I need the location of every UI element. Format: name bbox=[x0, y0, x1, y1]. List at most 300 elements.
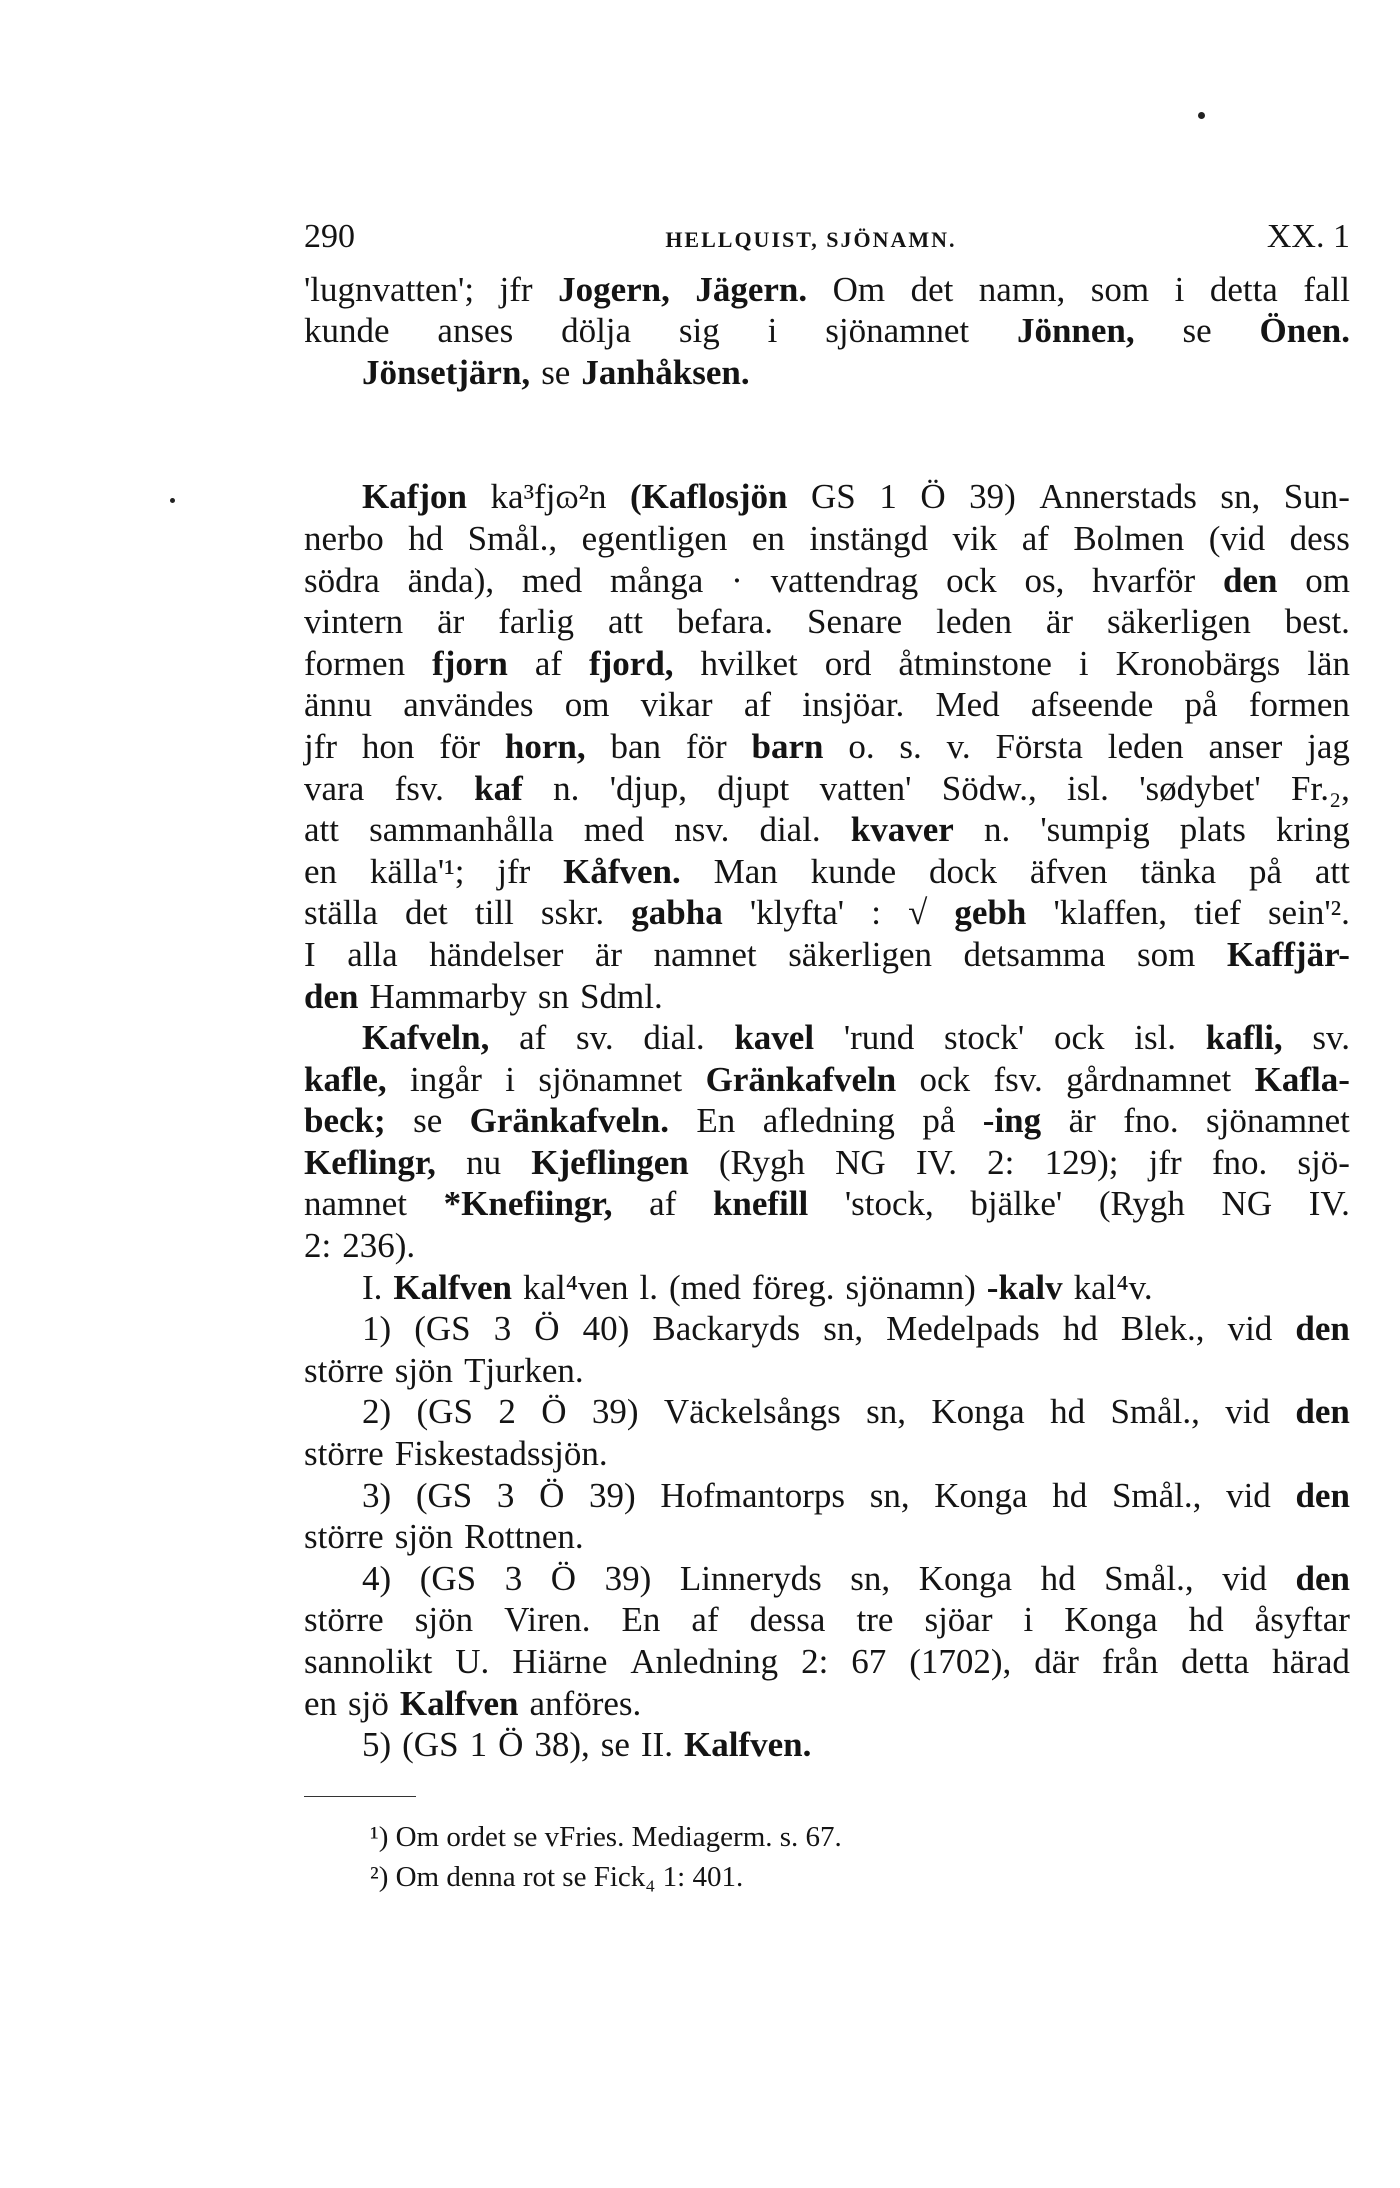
word: gabha bbox=[631, 893, 723, 933]
word: större bbox=[304, 1517, 384, 1557]
word: Medelpads bbox=[886, 1309, 1040, 1349]
word: befara. bbox=[676, 602, 774, 642]
word: (GS bbox=[419, 1558, 477, 1598]
word: Kjeflingen bbox=[531, 1142, 689, 1182]
word: Sun- bbox=[1283, 477, 1350, 517]
word: i bbox=[1078, 643, 1089, 683]
word: Ö bbox=[534, 1309, 560, 1349]
word: l. bbox=[639, 1267, 658, 1307]
word: (1702), bbox=[909, 1642, 1012, 1681]
word: namnet bbox=[653, 934, 757, 974]
word: (Rygh bbox=[1098, 1184, 1185, 1224]
word: insjöar. bbox=[802, 685, 905, 725]
word: n. bbox=[983, 810, 1011, 850]
word: 'sødybet' bbox=[1139, 768, 1261, 808]
word: större bbox=[304, 1350, 384, 1390]
word: 3 bbox=[496, 1475, 515, 1515]
word: den bbox=[1295, 1392, 1350, 1432]
word: en bbox=[751, 518, 785, 558]
word: Smål., bbox=[1110, 1392, 1200, 1432]
word: Fiskestadssjön. bbox=[394, 1434, 608, 1474]
text-line bbox=[304, 1724, 1350, 1766]
word: Linneryds bbox=[679, 1558, 822, 1598]
word: af bbox=[743, 685, 772, 725]
word: stock' bbox=[944, 1018, 1025, 1058]
word: Konga bbox=[931, 1392, 1025, 1432]
word: sn, bbox=[850, 1558, 891, 1598]
word: 40) bbox=[582, 1309, 630, 1349]
word: Med bbox=[935, 685, 1000, 725]
word: fsv. bbox=[993, 1059, 1043, 1099]
word: ända), bbox=[407, 560, 495, 600]
text-line bbox=[304, 518, 1350, 560]
word: fno. bbox=[1211, 1142, 1268, 1182]
word: hd bbox=[1040, 1558, 1076, 1598]
word: Hiärne bbox=[512, 1642, 608, 1681]
word: Jogern, bbox=[558, 269, 670, 309]
word: (Rygh bbox=[718, 1142, 805, 1182]
word: om bbox=[1305, 560, 1350, 600]
word: kafli, bbox=[1205, 1018, 1283, 1058]
word: åsyftar bbox=[1254, 1600, 1350, 1640]
word: anses bbox=[437, 311, 514, 351]
word: att bbox=[607, 602, 643, 642]
word: En bbox=[696, 1101, 736, 1141]
word: 39) bbox=[589, 1475, 636, 1515]
word: sjö bbox=[348, 1683, 389, 1723]
word: i bbox=[1174, 269, 1185, 309]
word: Kafla- bbox=[1254, 1059, 1350, 1099]
word: knefill bbox=[712, 1184, 809, 1224]
word: sannolikt bbox=[304, 1642, 433, 1681]
word: En bbox=[621, 1600, 661, 1640]
text-line bbox=[304, 976, 1350, 1018]
word: 2: bbox=[987, 1142, 1015, 1182]
word: sjönamnet bbox=[1206, 1101, 1350, 1141]
word: vid bbox=[1225, 1392, 1271, 1432]
word: från bbox=[1101, 1642, 1159, 1681]
word: Kafjon bbox=[362, 477, 467, 517]
word: fall bbox=[1303, 269, 1350, 309]
word: Jägern. bbox=[695, 269, 808, 309]
word: sjönamnet bbox=[825, 311, 970, 351]
section-number: XX. 1 bbox=[1266, 218, 1350, 255]
word: Önen. bbox=[1259, 311, 1350, 351]
word: detsamma bbox=[963, 934, 1106, 974]
word: Kåfven. bbox=[563, 851, 681, 891]
word: sv. bbox=[1312, 1018, 1350, 1058]
word: formen bbox=[304, 643, 406, 683]
word: farlig bbox=[498, 602, 575, 642]
word: 1 bbox=[879, 477, 897, 517]
word: kal⁴v. bbox=[1073, 1267, 1153, 1307]
word: dial. bbox=[759, 810, 821, 850]
word: (Kaflosjön bbox=[630, 477, 788, 517]
word: -kalv bbox=[986, 1267, 1063, 1307]
word: Konga bbox=[918, 1558, 1013, 1598]
text-line bbox=[304, 1683, 1350, 1725]
word: sskr. bbox=[540, 893, 605, 933]
word: 2: bbox=[801, 1642, 829, 1681]
word: sn, bbox=[869, 1475, 910, 1515]
word: ka³fjɷ²n bbox=[490, 477, 607, 517]
word: kunde bbox=[810, 851, 897, 891]
word: kvaver bbox=[850, 810, 954, 850]
word: Hammarby bbox=[369, 976, 527, 1016]
word: i bbox=[1023, 1600, 1034, 1640]
word: 2 bbox=[498, 1392, 516, 1432]
word: att bbox=[304, 810, 339, 850]
word: 1 bbox=[469, 1725, 488, 1765]
word: jfr bbox=[1148, 1142, 1182, 1182]
word: Bolmen bbox=[1073, 518, 1185, 558]
word: 4) bbox=[362, 1558, 392, 1598]
scan-speck bbox=[170, 498, 175, 503]
word: dess bbox=[1289, 518, 1350, 558]
word: 39) bbox=[591, 1392, 639, 1432]
word: det bbox=[405, 893, 448, 933]
word: dessa bbox=[749, 1600, 826, 1640]
word: hvarför bbox=[1092, 560, 1196, 600]
text-line bbox=[304, 1183, 1350, 1225]
word: I. bbox=[362, 1267, 383, 1307]
word: leden bbox=[1107, 726, 1184, 766]
word: barn bbox=[751, 726, 824, 766]
word: beck; bbox=[304, 1101, 386, 1141]
word: detta bbox=[1181, 1642, 1250, 1681]
word: 'rund bbox=[843, 1018, 915, 1058]
word: vattendrag bbox=[770, 560, 919, 600]
word: kaf bbox=[474, 768, 523, 808]
word: ock bbox=[919, 1059, 971, 1099]
word: (GS bbox=[414, 1309, 471, 1349]
word: (GS bbox=[402, 1725, 459, 1765]
word: namnet bbox=[304, 1184, 408, 1224]
word: leden bbox=[936, 602, 1012, 642]
word: som bbox=[1090, 269, 1150, 309]
word: på bbox=[1184, 685, 1218, 725]
footnote: ¹) Om ordet se vFries. Mediagerm. s. 67. bbox=[370, 1820, 842, 1853]
word: jfr bbox=[304, 726, 338, 766]
word: 2: bbox=[304, 1226, 332, 1266]
word: sjöar bbox=[924, 1600, 993, 1640]
word: v. bbox=[946, 726, 971, 766]
word: Ö bbox=[541, 1392, 567, 1432]
word: Fr.₂, bbox=[1291, 768, 1350, 808]
word: på bbox=[1249, 851, 1283, 891]
word: Backaryds bbox=[652, 1309, 801, 1349]
word: sn bbox=[537, 976, 570, 1016]
word: af bbox=[519, 1018, 547, 1058]
word: den bbox=[304, 976, 359, 1016]
word: större bbox=[304, 1600, 384, 1640]
text-line bbox=[304, 684, 1350, 726]
word: anföres. bbox=[529, 1683, 642, 1723]
word: Ö bbox=[498, 1725, 524, 1765]
word: med bbox=[583, 810, 645, 850]
word: tief bbox=[1194, 893, 1241, 933]
word: fno. bbox=[1123, 1101, 1179, 1141]
word: vatten' bbox=[819, 768, 912, 808]
word: en bbox=[304, 851, 338, 891]
word: · bbox=[731, 560, 743, 600]
word: Jönnen, bbox=[1016, 311, 1135, 351]
word: (med bbox=[669, 1267, 741, 1307]
word: √ bbox=[908, 893, 928, 933]
word: Kalfven bbox=[399, 1683, 519, 1723]
text-line bbox=[304, 1308, 1350, 1350]
word: Jönsetjärn, bbox=[362, 352, 531, 392]
word: den bbox=[1295, 1475, 1350, 1515]
word: sn, bbox=[866, 1392, 907, 1432]
word: -ing bbox=[982, 1101, 1042, 1141]
word: Gränkafveln bbox=[705, 1059, 897, 1099]
word: sammanhålla bbox=[369, 810, 554, 850]
word: egentligen bbox=[581, 518, 728, 558]
word: II. bbox=[640, 1725, 673, 1765]
footnote: ²) Om denna rot se Fick₄ 1: 401. bbox=[370, 1860, 744, 1893]
footnotes bbox=[304, 1817, 1350, 1897]
word: formen bbox=[1248, 685, 1350, 725]
word: kafle, bbox=[304, 1059, 387, 1099]
word: är bbox=[594, 934, 623, 974]
word: den bbox=[1295, 1558, 1350, 1598]
word: Kalfven bbox=[393, 1267, 513, 1307]
word: fjorn bbox=[432, 643, 508, 683]
word: Ö bbox=[550, 1558, 577, 1598]
word: Man bbox=[713, 851, 778, 891]
footnote-rule bbox=[304, 1796, 416, 1797]
text-line bbox=[304, 1100, 1350, 1142]
word: föreg. bbox=[751, 1267, 835, 1307]
word: 'lugnvatten'; bbox=[304, 269, 475, 309]
scan-speck bbox=[1198, 112, 1205, 119]
text-line bbox=[304, 851, 1350, 893]
word: Rottnen. bbox=[464, 1517, 584, 1557]
word: Gränkafveln. bbox=[469, 1101, 669, 1141]
word: vid bbox=[1222, 1558, 1267, 1598]
word: sjön bbox=[394, 1517, 454, 1557]
document-page bbox=[304, 216, 1350, 1897]
word: användes bbox=[403, 685, 534, 725]
word: är bbox=[1045, 602, 1074, 642]
dictionary-entry bbox=[304, 269, 1350, 394]
word: anser bbox=[1208, 726, 1283, 766]
word: isl. bbox=[1067, 768, 1109, 808]
word: hvilket bbox=[700, 643, 798, 683]
word: best. bbox=[1284, 602, 1350, 642]
word: Keflingr, bbox=[304, 1142, 436, 1182]
text-line bbox=[304, 1059, 1350, 1101]
word: tänka bbox=[1140, 851, 1217, 891]
paragraph-spacer bbox=[304, 393, 1350, 476]
word: till bbox=[474, 893, 514, 933]
text-line bbox=[304, 601, 1350, 643]
word: ock bbox=[1053, 1018, 1105, 1058]
text-line bbox=[304, 643, 1350, 685]
word: 3 bbox=[504, 1558, 523, 1598]
word: det bbox=[910, 269, 954, 309]
word: där bbox=[1034, 1642, 1079, 1681]
word: Kafveln, bbox=[362, 1018, 490, 1058]
word: hd bbox=[1052, 1475, 1088, 1515]
word: hd bbox=[408, 518, 444, 558]
word: s. bbox=[899, 726, 922, 766]
word: den bbox=[1222, 560, 1278, 600]
word: att bbox=[1314, 851, 1350, 891]
word: Kronobärgs bbox=[1115, 643, 1281, 683]
word: Väckelsångs bbox=[663, 1392, 841, 1432]
text-line bbox=[304, 1641, 1350, 1683]
word: 'djup, bbox=[609, 768, 687, 808]
text-line bbox=[304, 1142, 1350, 1184]
text-line bbox=[304, 1267, 1350, 1309]
word: Om bbox=[832, 269, 886, 309]
word: GS bbox=[811, 477, 856, 517]
dictionary-entry bbox=[304, 1017, 1350, 1267]
word: Smål., bbox=[467, 518, 558, 558]
word: 39) bbox=[604, 1558, 652, 1598]
word: säkerligen bbox=[1107, 602, 1251, 642]
word: tre bbox=[856, 1600, 894, 1640]
page-header bbox=[304, 216, 1350, 261]
text-line bbox=[304, 269, 1350, 311]
word: afseende bbox=[1030, 685, 1154, 725]
word: af bbox=[691, 1600, 719, 1640]
word: 3 bbox=[493, 1309, 512, 1349]
word: sjönamnet bbox=[538, 1059, 683, 1099]
word: hd bbox=[1050, 1392, 1086, 1432]
word: i bbox=[767, 311, 778, 351]
word: Första bbox=[995, 726, 1083, 766]
word: är bbox=[1068, 1101, 1096, 1141]
word: vid bbox=[1226, 1475, 1271, 1515]
text-line bbox=[304, 352, 1350, 394]
word: gårdnamnet bbox=[1066, 1059, 1232, 1099]
word: horn, bbox=[504, 726, 586, 766]
body-text bbox=[304, 269, 1350, 1766]
word: Tjurken. bbox=[464, 1350, 584, 1390]
word: jag bbox=[1307, 726, 1350, 766]
word: källa'¹; bbox=[369, 851, 465, 891]
text-line bbox=[304, 809, 1350, 851]
text-line bbox=[304, 1558, 1350, 1600]
word: södra bbox=[304, 560, 380, 600]
word: jfr bbox=[499, 269, 533, 309]
word: 38), bbox=[534, 1725, 590, 1765]
word: Senare bbox=[806, 602, 903, 642]
word: af bbox=[1021, 518, 1049, 558]
word: Sdml. bbox=[580, 976, 663, 1016]
word: plats bbox=[1179, 810, 1246, 850]
word: nerbo bbox=[304, 518, 384, 558]
word: sjön bbox=[394, 1350, 454, 1390]
word: (vid bbox=[1208, 518, 1266, 558]
text-line bbox=[304, 892, 1350, 934]
word: säkerligen bbox=[788, 934, 933, 974]
word: 3) bbox=[362, 1475, 392, 1515]
word: Ö bbox=[920, 477, 946, 517]
word: ock bbox=[946, 560, 997, 600]
word: vintern bbox=[304, 602, 404, 642]
word: med bbox=[521, 560, 583, 600]
word: nu bbox=[466, 1142, 502, 1182]
word: os, bbox=[1024, 560, 1065, 600]
word: händelser bbox=[429, 934, 564, 974]
text-line bbox=[304, 1391, 1350, 1433]
word: är bbox=[437, 602, 465, 642]
text-line bbox=[304, 1350, 1350, 1392]
word: Hofmantorps bbox=[660, 1475, 846, 1515]
word: nsv. bbox=[674, 810, 730, 850]
word: en bbox=[304, 1683, 338, 1723]
word: dial. bbox=[643, 1018, 705, 1058]
word: IV. bbox=[1308, 1184, 1350, 1224]
word: sjö- bbox=[1297, 1142, 1350, 1182]
word: o. bbox=[848, 726, 875, 766]
word: sn, bbox=[1220, 477, 1261, 517]
word: vik bbox=[952, 518, 998, 558]
word: kunde bbox=[304, 311, 390, 351]
word: åtminstone bbox=[898, 643, 1052, 683]
word: Blek., bbox=[1120, 1309, 1205, 1349]
word: 'stock, bbox=[844, 1184, 934, 1224]
word: djupt bbox=[717, 768, 790, 808]
text-line bbox=[304, 934, 1350, 976]
word: kring bbox=[1276, 810, 1350, 850]
word: sjönamn) bbox=[845, 1267, 976, 1307]
word: sv. bbox=[576, 1018, 614, 1058]
word: vikar bbox=[640, 685, 713, 725]
word: Smål., bbox=[1104, 1558, 1194, 1598]
word: alla bbox=[347, 934, 398, 974]
word: 'klyfta' bbox=[749, 893, 845, 933]
word: jfr bbox=[497, 851, 531, 891]
word: 2) bbox=[362, 1392, 392, 1432]
word: många bbox=[610, 560, 704, 600]
word: se bbox=[413, 1101, 443, 1141]
word: sn, bbox=[823, 1309, 864, 1349]
text-line bbox=[304, 1017, 1350, 1059]
word: hd bbox=[1188, 1600, 1224, 1640]
word: vara bbox=[304, 768, 365, 808]
word: : bbox=[871, 893, 881, 933]
word: IV. bbox=[915, 1142, 958, 1182]
page-number: 290 bbox=[304, 218, 355, 255]
word: Annerstads bbox=[1039, 477, 1197, 517]
word: NG bbox=[1221, 1184, 1273, 1224]
word: se bbox=[541, 352, 571, 392]
word: detta bbox=[1209, 269, 1278, 309]
word: ban bbox=[610, 726, 661, 766]
word: NG bbox=[835, 1142, 886, 1182]
word: hon bbox=[361, 726, 415, 766]
word: län bbox=[1307, 643, 1350, 683]
word: af bbox=[649, 1184, 677, 1224]
word: se bbox=[600, 1725, 630, 1765]
word: hd bbox=[1062, 1309, 1098, 1349]
word: Kalfven. bbox=[683, 1725, 812, 1765]
word: sjön bbox=[414, 1600, 474, 1640]
word: 129); bbox=[1044, 1142, 1119, 1182]
word: Viren. bbox=[504, 1600, 591, 1640]
word: instängd bbox=[809, 518, 929, 558]
word: Janhåksen. bbox=[581, 352, 750, 392]
text-line bbox=[304, 310, 1350, 352]
word: ännu bbox=[304, 685, 373, 725]
word: I bbox=[304, 934, 316, 974]
word: n. bbox=[553, 768, 580, 808]
